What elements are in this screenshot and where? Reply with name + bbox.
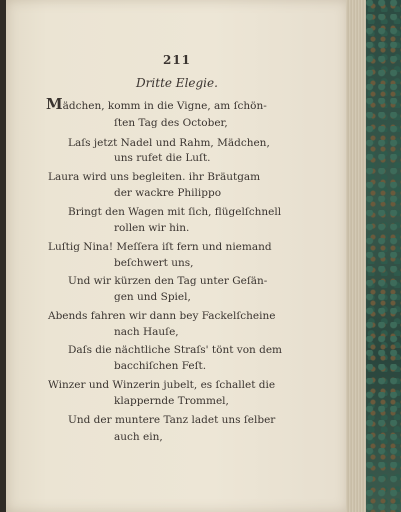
page-number: 211 bbox=[162, 53, 192, 67]
poem-line-4: uns rufet die Luſt. bbox=[114, 152, 211, 164]
poem-line-1-text: ädchen, komm in die Vigne, am ſchön- bbox=[62, 100, 267, 112]
poem-line-15: Daſs die nächtliche Straſs' tönt von dem bbox=[68, 344, 283, 356]
poem-line-13: Abends fahren wir dann bey Fackelſcheine bbox=[48, 310, 276, 322]
poem-line-9: Luſtig Nina! Meſſera iſt fern und niemand bbox=[48, 241, 272, 253]
poem-line-8: rollen wir hin. bbox=[114, 222, 190, 234]
poem-line-5: Laura wird uns begleiten. ihr Bräutgam bbox=[48, 171, 261, 183]
poem-line-1 bbox=[46, 97, 267, 112]
poem-line-19: Und der muntere Tanz ladet uns ſelber bbox=[68, 414, 276, 426]
page-edges bbox=[346, 0, 366, 512]
poem-line-16: bacchiſchen Feſt. bbox=[114, 360, 207, 372]
poem-line-20: auch ein, bbox=[114, 431, 163, 443]
book-page bbox=[6, 0, 348, 512]
poem-line-17: Winzer und Winzerin jubelt, es ſchallet die bbox=[48, 379, 276, 391]
poem-line-10: beſchwert uns, bbox=[114, 257, 194, 269]
poem-line-18: klappernde Trommel, bbox=[114, 395, 229, 407]
drop-cap: M bbox=[46, 95, 63, 113]
poem-title: Dritte Elegie. bbox=[136, 76, 218, 90]
poem-line-7: Bringt den Wagen mit ſich, flügelſchnell bbox=[68, 206, 282, 218]
poem-line-12: gen und Spiel, bbox=[114, 291, 191, 303]
poem-line-11: Und wir kürzen den Tag unter Geſän- bbox=[68, 275, 268, 287]
marbled-cover bbox=[366, 0, 401, 512]
poem-line-14: nach Hauſe, bbox=[114, 326, 179, 338]
poem-line-6: der wackre Philippo bbox=[114, 187, 222, 199]
poem-line-2: ſten Tag des October, bbox=[114, 117, 228, 129]
poem-line-3: Laſs jetzt Nadel und Rahm, Mädchen, bbox=[68, 137, 270, 149]
